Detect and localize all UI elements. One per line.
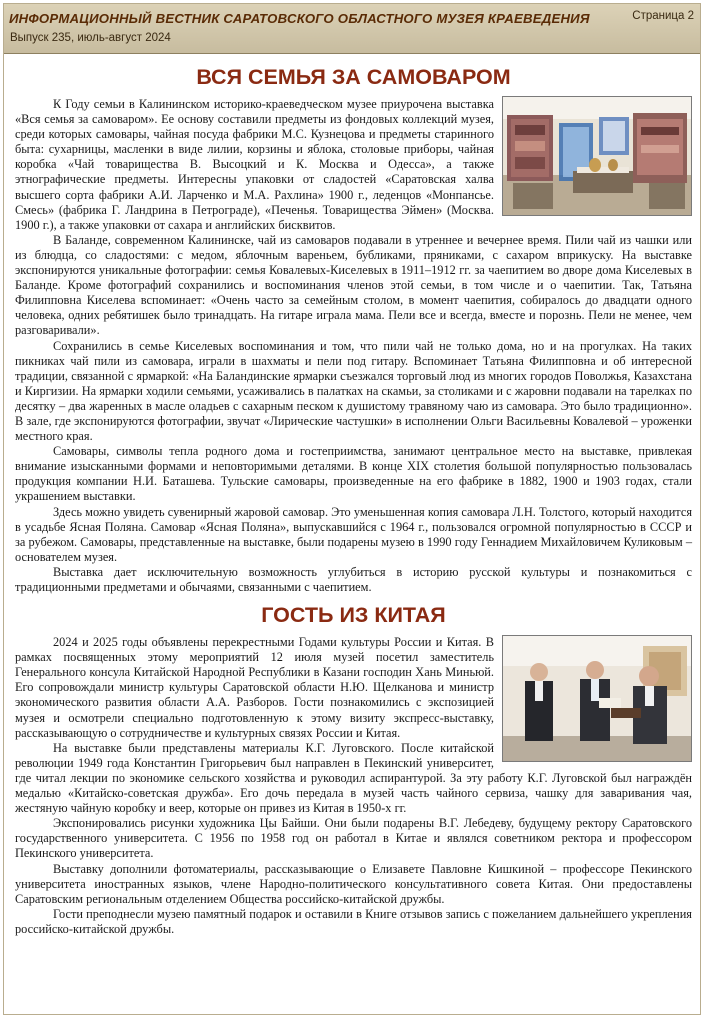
paragraph: Здесь можно увидеть сувенирный жаровой самовар. Это уменьшенная копия самовара Л.Н. Толстого, который находится в усадьбе Ясная Поляна. Самовар «Ясная Поляна», выпускавшийся с 1964 г., пользовался огромной популярностью в СССР и за рубежом. Самовары, представленные на выставке, были подарены музею в 1990 году Геннадием Михайловичем Куликовым – основателем музея. (15, 504, 692, 564)
newsletter-title: ИНФОРМАЦИОННЫЙ ВЕСТНИК САРАТОВСКОГО ОБЛАСТНОГО МУЗЕЯ КРАЕВЕДЕНИЯ (9, 11, 590, 26)
paragraph: Самовары, символы тепла родного дома и гостеприимства, занимают центральное место на выставке, привлекая внимание изысканными формами и неповторимыми деталями. В конце XIX столетия большой популярностью пользовалась продукция компании Н.И. Баташева. Тульские самовары, произведенные на его фабрике в 1882, 1900 и 1903 годах, стали украшением выставки. (15, 444, 692, 504)
paragraph: Гости преподнесли музею памятный подарок и оставили в Книге отзывов запись с пожеланием дальнейшего укрепления российско-китайской дружбы. (15, 906, 692, 936)
exhibition-hall-image (503, 97, 691, 215)
page-content (4, 65, 700, 937)
paragraph: На выставке были представлены материалы К.Г. Луговского. После китайской революции 1949 года Константин Григорьевич был направлен в Пекинский университет, где читал лекции по экономике сельского хозяйства и руководил аспирантурой. За эту работу К.Г. Луговской был награждён медалью «Китайско-советская дружба». Его дочь передала в музей часть чайного сервиза, чашку для заваривания чая, жестяную чайную коробку и веер, которые он привез из Китая в 1950-х гг. (15, 740, 692, 816)
museum-exhibition-photo-icon (502, 96, 692, 216)
paragraph: Сохранились в семье Киселевых воспоминания и том, что пили чай не только дома, но и на прогулках. На таких пикниках чай пили из самовара, играли в шахматы и пели под гитару. Вспоминает Татьяна Филипповна и об интересной традиции, связанной с ярмаркой: «На Баландинские ярмарки съезжался торговый люд из многих городов Поволжья, Казахстана и Киргизии. На ярмарки ходили семьями, усаживались в палатках на скамьи, за столиками и с жаровни подавали на тарелках по десятку – два жаренных в масле оладьев с сахарным песком к душистому травяному чаю из самовара. Это было традиционно». В зале, где экспонируются фотографии, звучат «Лирические частушки» в исполнении Ольги Васильевны Ковалевой – уроженки местного края. (15, 338, 692, 444)
paragraph: В Баланде, современном Калининске, чай из самоваров подавали в утреннее и вечернее время. Пили чай из чашки или из блюдца, со сладостями: с медом, яблочным вареньем, бубликами, пряниками, с сахаром вприкуску. На выставке экспонируются уникальные фотографии: семья Ковалевых-Киселевых в 1911–1912 гг. за чаепитием во дворе дома Киселевых в Баланде. Кроме фотографий сохранились и воспоминания членов этой семьи, в том числе и о чаепитии. Так, Татьяна Филипповна Киселева вспоминает: «Очень часто за семейным столом, в момент чаепития, собиралось до двадцати одного человека, одних ребятишек было тринадцать. На гитаре играла мама. Пели все и всегда, вместе и порознь. Пели не менее, чем разговаривали». (15, 232, 692, 338)
paragraph: Экспонировались рисунки художника Цы Байши. Они были подарены В.Г. Лебедеву, будущему ректору Саратовского государственного университета. С 1956 по 1958 год он работал в Китае и являлся советником ректора и профессором Пекинского университета. (15, 816, 692, 861)
paragraph: К Году семьи в Калининском историко-краеведческом музее приурочена выставка «Вся семья за самоваром». Ее основу составили предметы из фондовых коллекций музея, среди которых самовары, чайная посуда фабрики М.С. Кузнецова и предметы старинного быта: сухарницы, масленки в виде лилии, корзины и яблока, столовые приборы, чайная коробка «Чай товарищества В. Высоцкий и К. Москва и Одесса», а также этнографические предметы. Интересны упаковки от сладостей «Саратовская халва высшего сорта фабрики А.И. Ларченко и М.А. Рахлина» 1900 г., леденцов «Монпансье. Смесь» (фабрика Г. Ландрина в Петрограде), «Печенья. Товарищества Эймен» (Москва. 1900 г.), а также упаковки от сахара и английских бисквитов. (15, 97, 494, 232)
paragraph: 2024 и 2025 годы объявлены перекрестными Годами культуры России и Китая. В рамках посвященных этому мероприятий 12 июля музей посетил заместитель Генерального консула Китайской Народной Республики в Казани господин Хань Миньюй. Его сопровождали министр культуры Саратовской области Н.Ю. Щелканова и министр экономического развития области А.А. Разборов. Гости познакомились с экспозицией музея и осмотрели специально подготовленную к этому визиту экспресс-выставку, рассказывающую о сотрудничестве и культурных связях России и Китая. (15, 635, 494, 740)
issue-info: Выпуск 235, июль-август 2024 (10, 32, 171, 44)
newsletter-page (3, 3, 701, 1015)
article-guest (15, 635, 692, 937)
official-visit-photo-icon (502, 635, 692, 762)
article-title-guest: ГОСТЬ ИЗ КИТАЯ (261, 603, 446, 628)
paragraph: Выставка дает исключительную возможность углубиться в историю русской культуры и познакомиться с традиционными предметами и обычаями, связанными с чаепитием. (15, 564, 692, 594)
page-number: Страница 2 (632, 10, 694, 22)
page-header (4, 4, 700, 54)
official-visit-image (503, 636, 691, 761)
article-samovar (15, 97, 692, 595)
paragraph: Выставку дополнили фотоматериалы, рассказывающие о Елизавете Павловне Кишкиной – профессоре Пекинского университета иностранных языков, члене Народно-политического консультативного совета Китая. Они предоставлены Саратовским региональным отделением Общества российско-китайской дружбы. (15, 861, 692, 906)
article-title-samovar: ВСЯ СЕМЬЯ ЗА САМОВАРОМ (196, 65, 511, 89)
